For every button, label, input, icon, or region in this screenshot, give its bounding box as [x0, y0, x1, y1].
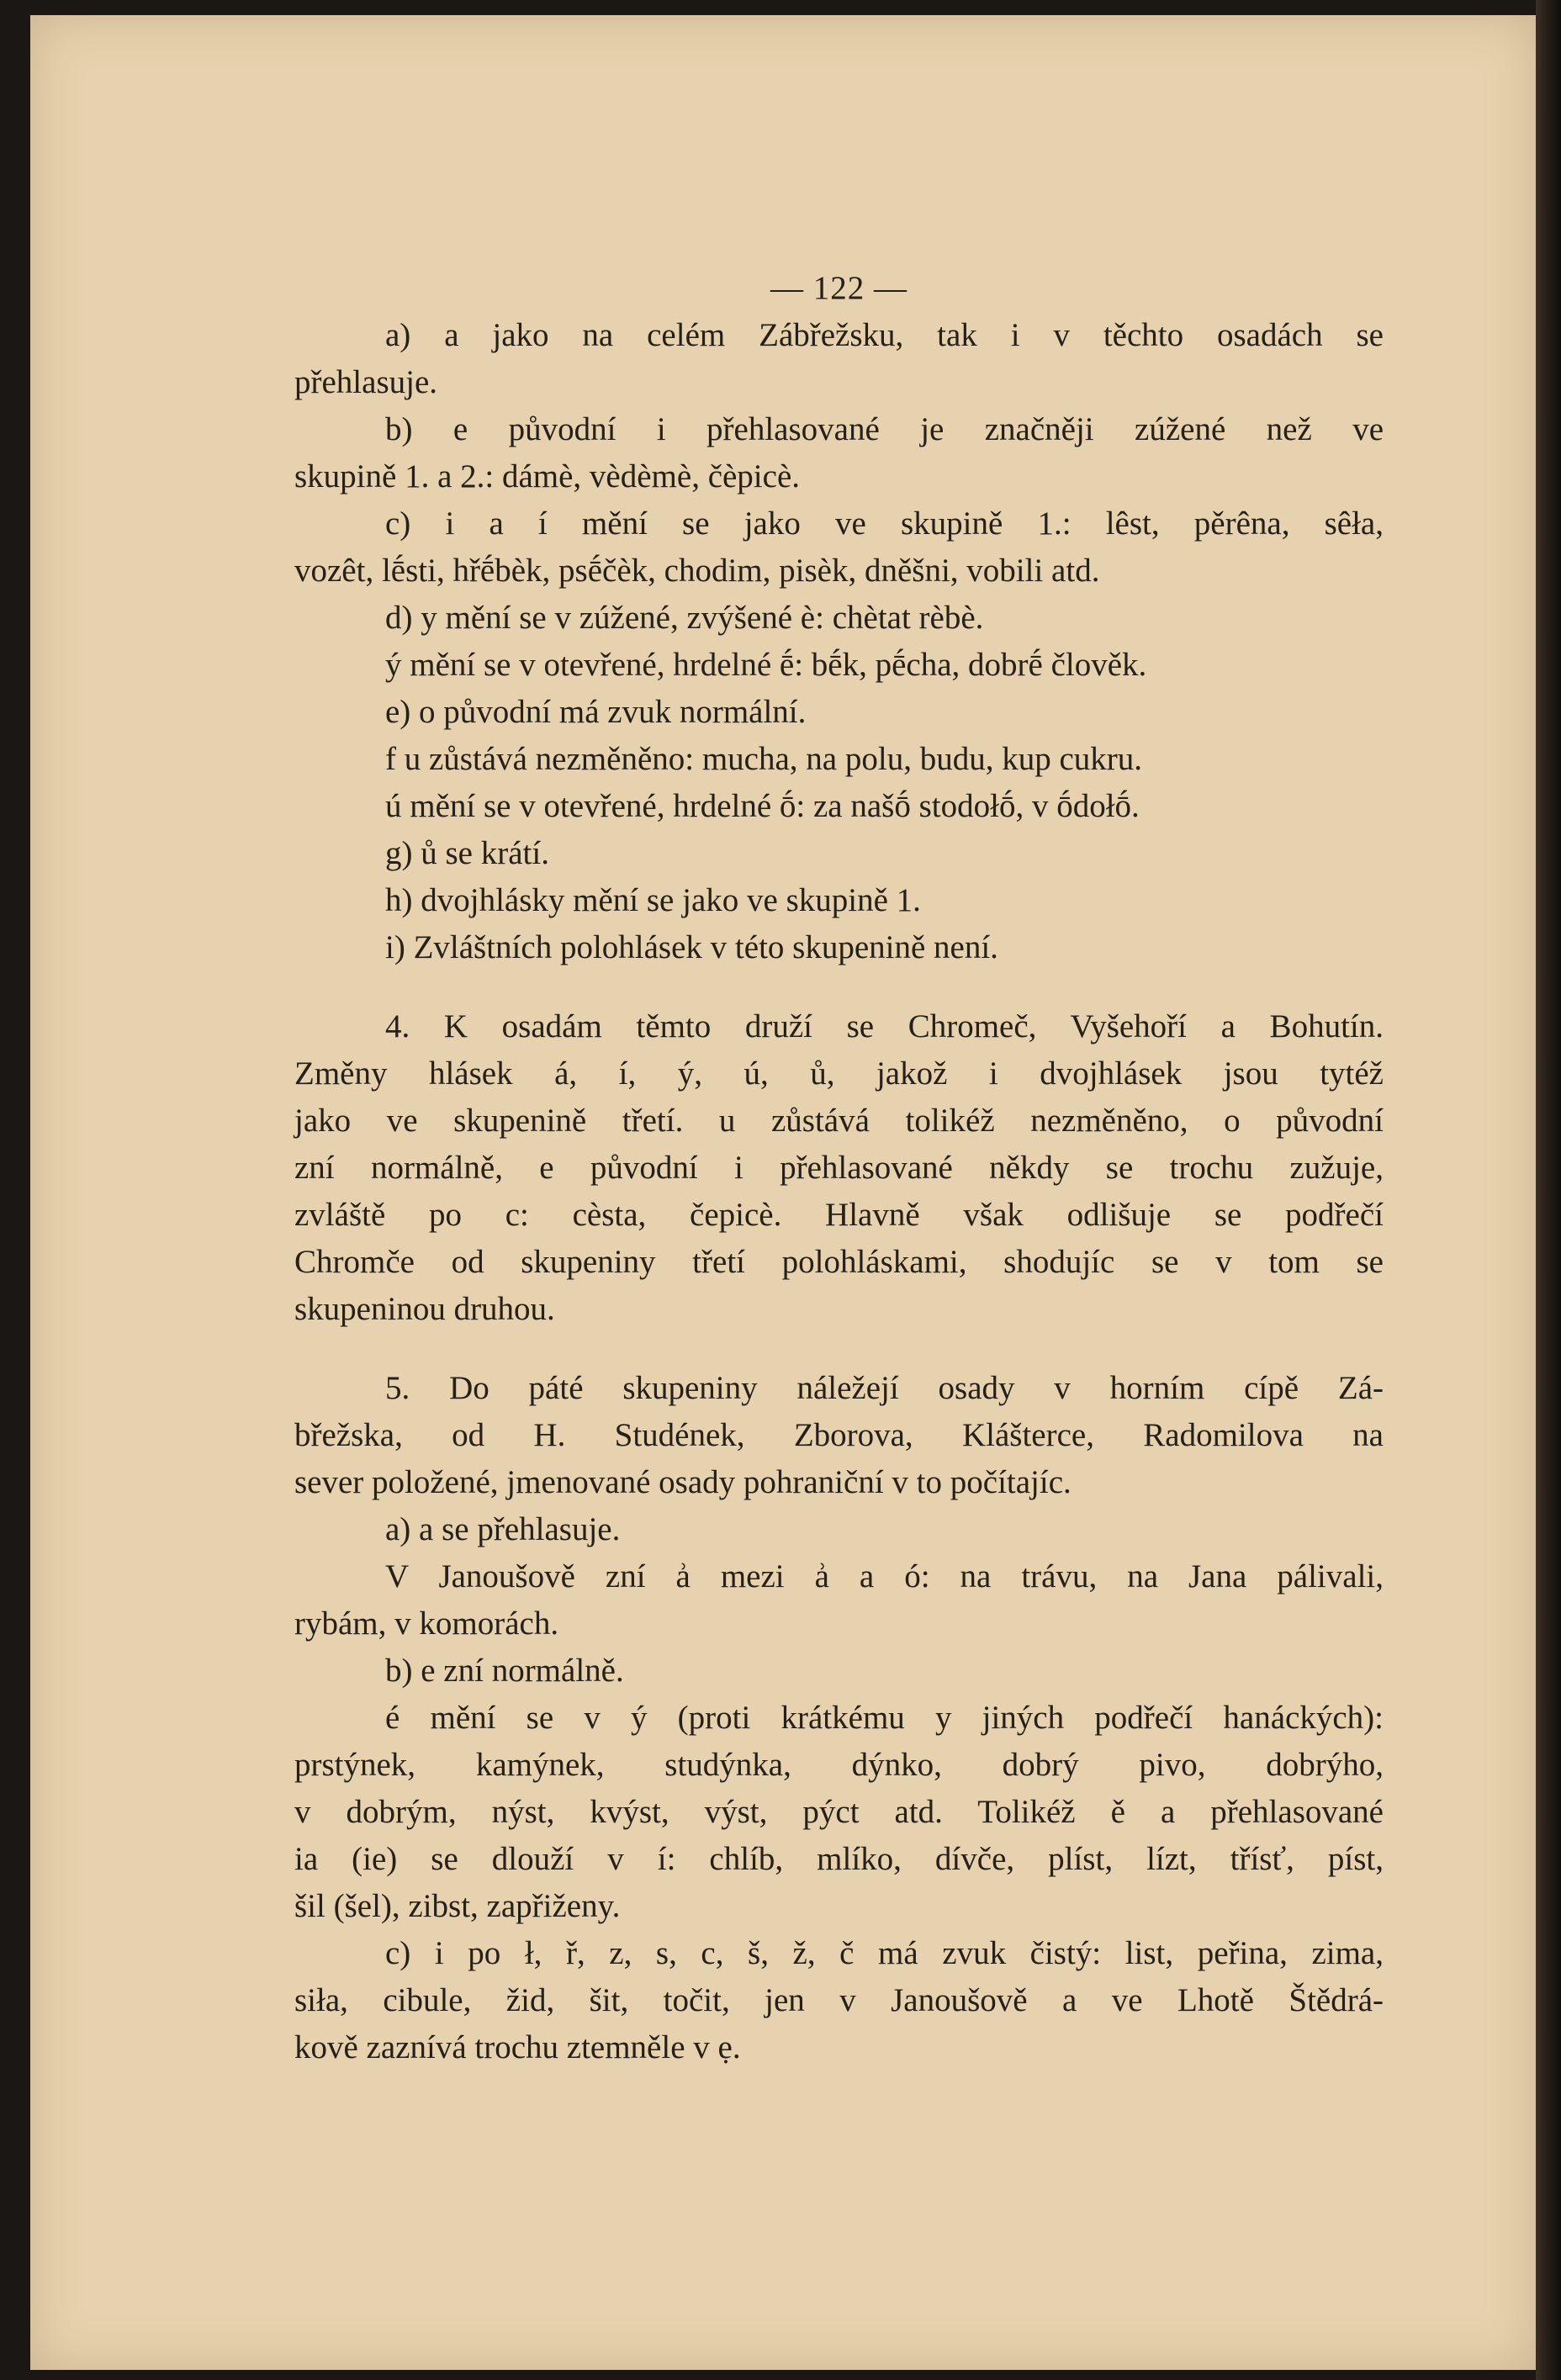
text-line: skupeninou druhou.: [294, 1291, 555, 1327]
paragraph: [294, 1647, 1384, 1695]
paragraph: [294, 642, 1384, 689]
paragraph: [294, 406, 1384, 500]
paragraph: [294, 1930, 1384, 2071]
text-line: břežska, od H. Studének, Zborova, Klášterce, Radomilova na: [294, 1417, 1384, 1453]
text-line: b) e původní i přehlasované je značněji zúžené než ve: [385, 411, 1384, 447]
text-line: zní normálně, e původní i přehlasované někdy se trochu zužuje,: [294, 1150, 1384, 1186]
text-line: h) dvojhlásky mění se jako ve skupině 1.: [385, 882, 921, 918]
text-line: a) a se přehlasuje.: [385, 1511, 621, 1547]
paragraph: [294, 1506, 1384, 1553]
paragraph: [294, 1003, 1384, 1333]
text-line: Chromče od skupeniny třetí polohláskami, shodujíc se v tom se: [294, 1244, 1384, 1280]
paragraph: [294, 1553, 1384, 1647]
text-line: skupině 1. a 2.: dámè, vèdèmè, čèpicè.: [294, 458, 801, 495]
paragraph-gap: [294, 1333, 1384, 1365]
paragraph: [294, 1695, 1384, 1930]
paragraph: [294, 312, 1384, 406]
paragraph: [294, 783, 1384, 830]
text-line: vozêt, lḗsti, hřḗbèk, psḗčèk, chodim, pisèk, dněšni, vobili atd.: [294, 553, 1100, 589]
page-number: — 122 —: [770, 270, 907, 306]
text-line: e) o původní má zvuk normální.: [385, 694, 807, 730]
text-line: 4. K osadám těmto druží se Chromeč, Vyšehoří a Bohutín.: [385, 1008, 1384, 1045]
paragraph: [294, 877, 1384, 924]
paragraph: [294, 689, 1384, 736]
text-line: é mění se v ý (proti krátkému y jiných podřečí hanáckých):: [385, 1700, 1384, 1736]
paragraph: [294, 736, 1384, 783]
text-line: zvláště po c: cèsta, čepicè. Hlavně však odlišuje se podřečí: [294, 1197, 1384, 1233]
paragraph: [294, 830, 1384, 877]
paragraph: [294, 1365, 1384, 1506]
text-line: šil (šel), zibst, zapřiženy.: [294, 1888, 621, 1924]
text-line: g) ů se krátí.: [385, 835, 549, 871]
text-line: siła, cibule, žid, šit, točit, jen v Janoušově a ve Lhotě Štědrá-: [294, 1982, 1384, 2018]
paragraph-container: [294, 312, 1384, 2071]
paragraph: [294, 500, 1384, 595]
text-line: f u zůstává nezměněno: mucha, na polu, budu, kup cukru.: [385, 741, 1142, 777]
text-line: V Janoušově zní ẚ mezi ẚ a ó: na trávu, na Jana pálivali,: [385, 1558, 1384, 1595]
text-line: jako ve skupenině třetí. u zůstává tolikéž nezměněno, o původní: [294, 1103, 1384, 1139]
text-line: a) a jako na celém Zábřežsku, tak i v těchto osadách se: [385, 317, 1384, 353]
text-line: 5. Do páté skupeniny náležejí osady v horním cípě Zá-: [385, 1370, 1384, 1406]
text-line: prstýnek, kamýnek, studýnka, dýnko, dobrý pivo, dobrýho,: [294, 1747, 1384, 1783]
text-line: d) y mění se v zúžené, zvýšené è: chètat rèbè.: [385, 600, 984, 636]
paragraph-gap: [294, 971, 1384, 1003]
text-line: Změny hlásek á, í, ý, ú, ů, jakož i dvojhlásek jsou tytéž: [294, 1055, 1384, 1092]
text-line: ý mění se v otevřené, hrdelné ḗ: bḗk, pḗcha, dobrḗ člověk.: [385, 647, 1147, 683]
text-line: přehlasuje.: [294, 364, 438, 400]
text-line: sever položené, jmenované osady pohraniční v to počítajíc.: [294, 1464, 1072, 1500]
paragraph: [294, 595, 1384, 642]
text-line: c) i a í mění se jako ve skupině 1.: lêst, pěrêna, sêła,: [385, 505, 1384, 542]
text-line: kově zaznívá trochu ztemněle v ẹ.: [294, 2029, 741, 2065]
text-line: v dobrým, nýst, kvýst, výst, pýct atd. Tolikéž ě a přehlasované: [294, 1794, 1384, 1830]
text-line: ú mění se v otevřené, hrdelné ṓ: za našṓ stodołṓ, v ṓdołṓ.: [385, 788, 1140, 824]
text-line: i) Zvláštních polohlásek v této skupenině není.: [385, 929, 998, 965]
page-text: [294, 265, 1384, 2071]
page-edge-shadow: [1536, 0, 1561, 2380]
paragraph: [294, 924, 1384, 971]
text-line: c) i po ł, ř, z, s, c, š, ž, č má zvuk čistý: list, peřina, zima,: [385, 1935, 1384, 1971]
text-line: rybám, v komorách.: [294, 1605, 559, 1642]
text-line: b) e zní normálně.: [385, 1653, 624, 1689]
text-line: ia (ie) se dlouží v í: chlíb, mlíko, dívče, plíst, lízt, třísť, píst,: [294, 1841, 1384, 1877]
